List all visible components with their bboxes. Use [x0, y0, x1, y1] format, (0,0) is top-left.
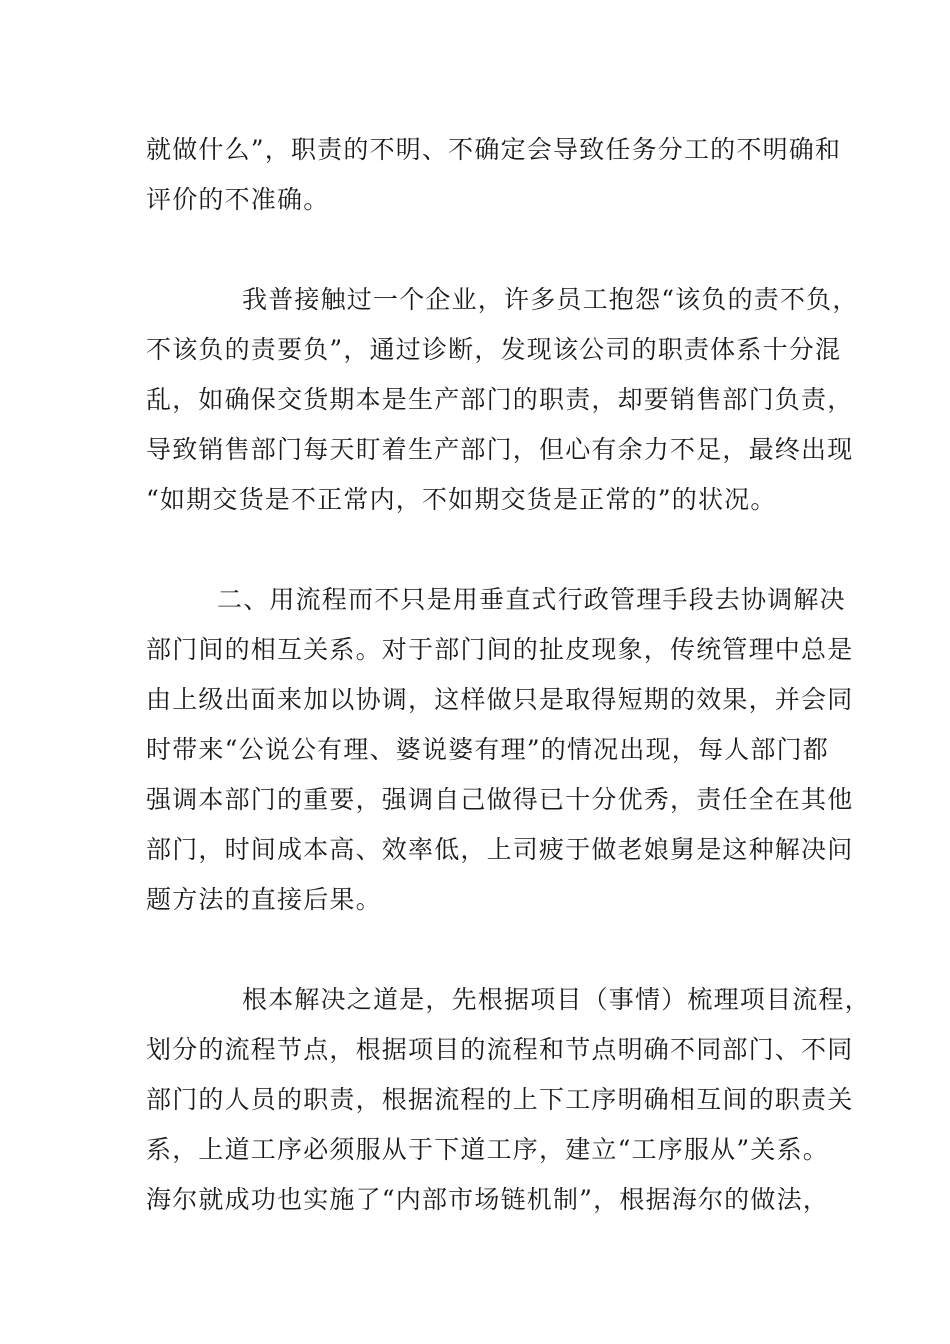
paragraph-4-line-3: 部门的人员的职责，根据流程的上下工序明确相互间的职责关 [146, 1085, 854, 1114]
paragraph-2-line-3: 乱，如确保交货期本是生产部门的职责，却要销售部门负责， [146, 385, 854, 414]
paragraph-2-line-5: “如期交货是不正常内，不如期交货是正常的”的状况。 [146, 485, 777, 514]
paragraph-3-line-6: 部门，时间成本高、效率低，上司疲于做老娘舅是这种解决问 [146, 835, 854, 864]
paragraph-4-line-5: 海尔就成功也实施了“内部市场链机制”，根据海尔的做法， [146, 1185, 829, 1214]
paragraph-2-line-2: 不该负的责要负”，通过诊断，发现该公司的职责体系十分混 [146, 335, 842, 364]
paragraph-2-line-4: 导致销售部门每天盯着生产部门，但心有余力不足，最终出现 [146, 435, 854, 464]
paragraph-2-line-1: 我普接触过一个企业，许多员工抱怨“该负的责不负， [242, 285, 859, 314]
paragraph-4-line-1: 根本解决之道是，先根据项目（事情）梳理项目流程， [242, 985, 871, 1014]
paragraph-3-line-7: 题方法的直接后果。 [146, 885, 382, 914]
paragraph-1-line-1: 就做什么”，职责的不明、不确定会导致任务分工的不明确和 [146, 135, 842, 164]
paragraph-3-line-4: 时带来“公说公有理、婆说婆有理”的情况出现，每人部门都 [146, 735, 829, 764]
paragraph-3-line-2: 部门间的相互关系。对于部门间的扯皮现象，传统管理中总是 [146, 635, 854, 664]
paragraph-1-line-2: 评价的不准确。 [146, 185, 330, 214]
paragraph-3-line-3: 由上级出面来加以协调，这样做只是取得短期的效果，并会同 [146, 685, 854, 714]
paragraph-3-line-1: 二、用流程而不只是用垂直式行政管理手段去协调解决 [217, 585, 846, 614]
paragraph-3-line-5: 强调本部门的重要，强调自己做得已十分优秀，责任全在其他 [146, 785, 854, 814]
paragraph-4-line-2: 划分的流程节点，根据项目的流程和节点明确不同部门、不同 [146, 1035, 854, 1064]
paragraph-4-line-4: 系，上道工序必须服从于下道工序，建立“工序服从”关系。 [146, 1135, 829, 1164]
